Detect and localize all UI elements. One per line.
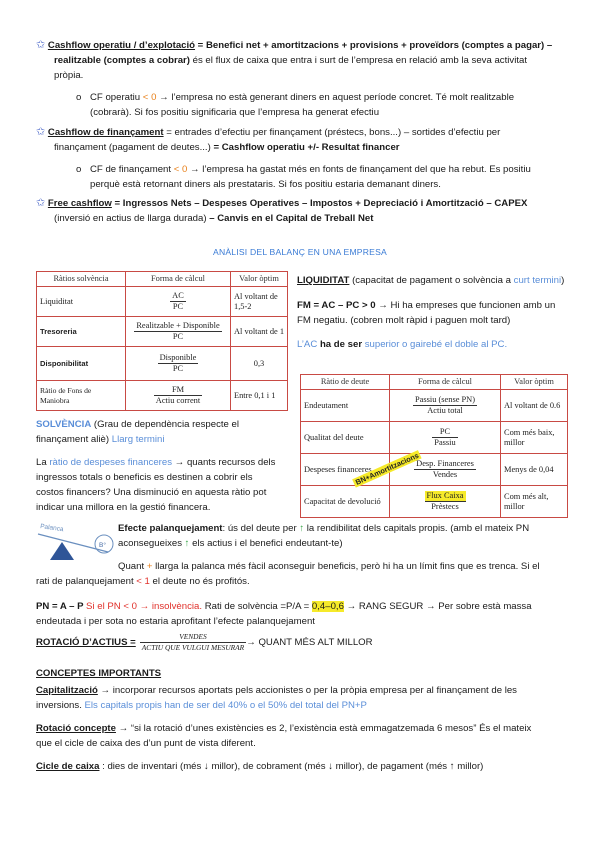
ratio-name: Disponibilitat — [37, 347, 126, 381]
palanq-c: la rendibilitat dels capitals propis. (amb el mateix PN — [304, 523, 530, 534]
frac-num: VENDES — [140, 632, 246, 643]
ratio-name: Qualitat del deute — [301, 422, 390, 454]
pn-block — [36, 599, 568, 629]
circle-bullet-icon: o — [76, 164, 82, 175]
frac-num: Desp. Financeres — [416, 459, 474, 468]
cashflow-op-desc: és el flux de caixa que entra i surt de l’empresa en relació amb la seva activitat — [189, 55, 527, 66]
table-header: Forma de càlcul — [126, 272, 231, 287]
palanquejament-block — [118, 521, 570, 551]
table-header: Forma de càlcul — [390, 375, 501, 390]
lever-fulcrum — [50, 542, 74, 560]
frac-den: Vendes — [432, 470, 458, 479]
ratio-name: Liquiditat — [37, 287, 126, 317]
ratio-formula — [390, 390, 501, 422]
lever-benefit-label: B° — [99, 542, 106, 549]
solvencia-title: SOLVÈNCIA — [36, 419, 92, 430]
cashflow-op-formula: = Benefici net + amortitzacions + provisions + proveïdors (comptes a pagar) – — [195, 40, 553, 51]
pn-e: → RANG SEGUR → Per sobre està massa — [343, 601, 532, 612]
cf-fin-sub-text: → l’empresa ha gastat més en fonts de finançament del que ha rebut. Es positiu — [187, 164, 531, 175]
ratio-formula — [126, 287, 231, 317]
free-cf-text: (inversió en actius de llarga durada) — [54, 213, 207, 224]
capitalitzacio-note: Els capitals propis han de ser del 40% o el 50% del total del PN+P — [84, 700, 367, 711]
ratio-name: Despeses financeres — [301, 454, 390, 486]
rotacio-block — [36, 632, 568, 653]
frac-den: ACTIU QUE VULGUI MESURAR — [141, 643, 245, 652]
cf-op-sub-label: CF operatiu — [90, 92, 143, 103]
free-cf-line1 — [36, 196, 566, 211]
solvencia-block — [36, 417, 292, 447]
ac-highlight: superior o gairebé el doble al PC. — [364, 339, 508, 350]
ratio-name: Endeutament — [301, 390, 390, 422]
ratio-optimal: Menys de 0,04 — [501, 454, 568, 486]
cf-op-sub-text2: (cobrarà). Si fos positiu significaria que l’empresa ha generat efectiu — [90, 107, 380, 118]
cashflow-op-formula2: realitzable (comptes a cobrar) — [54, 55, 190, 66]
pn-line1 — [36, 599, 568, 614]
capitalitzacio-line1 — [36, 683, 568, 698]
pn-formula: PN = A – P — [36, 601, 87, 612]
free-cf-title: Free cashflow — [47, 198, 112, 209]
cashflow-fin-block — [36, 125, 566, 192]
frac-den: PC — [172, 302, 184, 311]
capitalitzacio-title: Capitalització — [36, 685, 98, 696]
lever-beam — [38, 534, 108, 552]
ratio-despeses-block — [36, 455, 292, 515]
ratio-optimal: Entre 0,1 i 1 — [231, 381, 288, 411]
table-row — [37, 317, 288, 347]
cf-op-sub-text: → l’empresa no està generant diners en aquest període concret. Té molt realitzable — [156, 92, 515, 103]
rd-a: La — [36, 457, 50, 468]
palanq-q2a: rati de palanquejament — [36, 576, 137, 587]
conceptes-title: CONCEPTES IMPORTANTS — [36, 668, 162, 679]
solvency-ratios-table — [36, 271, 288, 411]
capitalitzacio-text: → incorporar recursos aportats pels accionistes o per la pròpia empresa per al finançament de les — [97, 685, 517, 696]
rd-c: → quants recursos dels — [172, 457, 276, 468]
ac-label: L’AC — [297, 339, 320, 350]
up-arrow-icon: ↑ — [299, 523, 305, 534]
ratio-optimal: 0,3 — [231, 347, 288, 381]
up-arrow-icon: ↑ — [449, 761, 455, 772]
cashflow-op-line1 — [36, 38, 566, 53]
cashflow-op-block — [36, 38, 566, 120]
frac-den: PC — [172, 332, 184, 341]
cf-fin-sub-label: CF de finançament — [90, 164, 174, 175]
solvencia-desc: (Grau de dependència respecte el — [91, 419, 239, 430]
rotacio-concepte-line1 — [36, 721, 568, 736]
cicle-a: : dies de inventari (més — [99, 761, 204, 772]
ratio-optimal: Com més baix, millor — [501, 422, 568, 454]
frac-num: Disponible — [159, 353, 197, 362]
cicle-caixa-title: Cicle de caixa — [36, 761, 100, 772]
frac-den: Prèstecs — [431, 502, 459, 511]
cf-op-sub-lt: < 0 — [142, 92, 157, 103]
cf-fin-sub-text2: perquè està retornant diners als prestataris. Si fos positiu estaria demanant diners. — [90, 179, 441, 190]
frac-den: Passiu — [434, 438, 456, 447]
table-row — [37, 381, 288, 411]
ratio-optimal: Al voltant de 0.6 — [501, 390, 568, 422]
liquiditat-line1 — [297, 273, 567, 288]
palanq-quant-line1 — [118, 559, 570, 574]
pn-line2: endeutada i per sota no estaria aprofitant l’efecte palanquejament — [36, 616, 315, 627]
ratio-despeses-line1 — [36, 455, 292, 470]
liquiditat-term: curt termini — [513, 275, 562, 286]
ratio-formula — [126, 317, 231, 347]
ratio-formula — [126, 381, 231, 411]
ac-text: ha de ser — [319, 339, 365, 350]
ratio-optimal: Al voltant de 1 — [231, 317, 288, 347]
star-bullet-icon: ✩ — [36, 126, 46, 138]
star-bullet-icon: ✩ — [36, 197, 46, 209]
cicle-caixa-line — [36, 759, 568, 774]
table-header: Ràtios solvència — [37, 272, 126, 287]
fm-formula: FM = AC – PC > 0 — [297, 300, 376, 311]
table-header: Valor òptim — [231, 272, 288, 287]
ratio-formula — [390, 486, 501, 518]
table-header-row — [301, 375, 568, 390]
cashflow-fin-text: = entrades d’efectiu per finançament (préstecs, bons...) – sortides d’efectiu per — [163, 127, 501, 138]
frac-den: Actiu corrent — [155, 396, 201, 405]
rotacio-title: ROTACIÓ D’ACTIUS = — [36, 637, 136, 648]
frac-num: FM — [154, 385, 202, 396]
frac-den: PC — [172, 364, 184, 373]
cashflow-fin-line2 — [36, 140, 566, 155]
rotacio-concepte-text: → “si la rotació d’unes existències es 2, l’existència està emmagatzemada 6 mesos” És el mateix — [115, 723, 532, 734]
palanq-title: Efecte palanquejament — [118, 523, 223, 534]
capitalitzacio-text2: inversions. — [36, 700, 85, 711]
rd-e: costos financers? Una disminució en aquesta ràtio pot — [36, 487, 267, 498]
rotacio-concepte-line2: que el cicle de caixa des d’un punt de vista diferent. — [36, 738, 256, 749]
bn-amortitzacions-note: BN+Amortitzacions — [353, 450, 421, 487]
palanq-quant-line2 — [36, 574, 566, 589]
circle-bullet-icon: o — [76, 92, 82, 103]
table-row — [37, 347, 288, 381]
ratio-formula — [126, 347, 231, 381]
table-header-row — [37, 272, 288, 287]
cicle-d: millor) — [454, 761, 484, 772]
ratio-name: Ràtio de Fons de Maniobra — [37, 381, 126, 411]
rd-d: ingressos totals o beneficis es destinen a cobrir els — [36, 472, 253, 483]
table-row — [301, 486, 568, 518]
table-row — [301, 390, 568, 422]
ratio-name: Tresoreria — [37, 317, 126, 347]
frac-num: Realitzable + Disponible — [136, 321, 220, 330]
liquiditat-desc: (capacitat de pagament o solvència a — [349, 275, 514, 286]
palanq-b: : ús del deute per — [222, 523, 300, 534]
cf-fin-sub-lt: < 0 — [173, 164, 188, 175]
cashflow-fin-text2: finançament (pagament de deutes...) — [54, 142, 214, 153]
free-cf-formula: = Ingressos Nets – Despeses Operatives – Impostos + Depreciació i Amortització – CAPEX — [111, 198, 528, 209]
cashflow-fin-line1 — [36, 125, 566, 140]
solvencia-desc2: finançament aliè) — [36, 434, 112, 445]
palanq-q2b: el deute no és profitós. — [149, 576, 250, 587]
table-row — [301, 422, 568, 454]
table-header: Ràtio de deute — [301, 375, 390, 390]
cicle-b: millor), de cobrament (més — [208, 761, 329, 772]
frac-num: PC — [432, 427, 457, 438]
cicle-c: millor), de pagament (més — [333, 761, 450, 772]
down-arrow-icon: ↓ — [203, 761, 209, 772]
palanq-line1 — [118, 521, 570, 536]
fm-text2: FM negatiu. (cobren molt ràpid i paguen molt tard) — [297, 315, 511, 326]
solvencia-line2 — [36, 432, 292, 447]
frac-num: Passiu (sense PN) — [414, 395, 476, 404]
frac-num: Flux Caixa — [426, 491, 464, 500]
palanq-lt1: < 1 — [136, 576, 150, 587]
cashflow-op-sub — [36, 90, 566, 105]
table-row — [301, 454, 568, 486]
free-cf-line2 — [36, 211, 566, 226]
pn-range: 0,4–0,6 — [311, 601, 344, 612]
debt-ratios-table — [300, 374, 568, 518]
rd-f: indicar una millora en la gestió financera. — [36, 502, 211, 513]
pn-insolvencia: Si el PN < 0 → insolvència. — [86, 601, 203, 612]
palanq-plus: + — [146, 561, 153, 572]
cashflow-fin-title: Cashflow de finançament — [47, 127, 164, 138]
lever-drawing — [36, 520, 118, 564]
section-title: ANÀLISI DEL BALANÇ EN UNA EMPRESA — [213, 247, 387, 257]
table-row — [37, 287, 288, 317]
ratio-optimal: Com més alt, millor — [501, 486, 568, 518]
palanq-d: aconsegueixes — [118, 538, 185, 549]
star-bullet-icon: ✩ — [36, 39, 46, 51]
free-cf-block — [36, 196, 566, 226]
solvencia-line1 — [36, 417, 292, 432]
free-cf-formula2: – Canvis en el Capital de Treball Net — [206, 213, 374, 224]
cashflow-fin-formula: = Cashflow operatiu +/- Resultat financer — [213, 142, 400, 153]
ratio-formula — [390, 422, 501, 454]
liquiditat-paren: ) — [561, 275, 565, 286]
ratio-optimal: Al voltant de 1,5-2 — [231, 287, 288, 317]
solvencia-term: Llarg termini — [111, 434, 165, 445]
palanq-e: els actius i el benefici endeutant-te) — [189, 538, 343, 549]
cashflow-op-title: Cashflow operatiu / d’explotació — [47, 40, 196, 51]
rd-term: ràtio de despeses financeres — [49, 457, 173, 468]
lever-label: Palanca — [39, 523, 64, 534]
cashflow-fin-sub — [36, 162, 566, 177]
up-arrow-icon: ↑ — [184, 538, 190, 549]
palanq-line2 — [118, 536, 570, 551]
table-header: Valor òptim — [501, 375, 568, 390]
liquiditat-title: LIQUIDITAT — [297, 275, 350, 286]
palanq-q1a: Quant — [118, 561, 147, 572]
conceptes-block — [36, 666, 568, 774]
fm-text: → Hi ha empreses que funcionen amb un — [375, 300, 556, 311]
fm-line — [297, 298, 567, 313]
liquiditat-block — [297, 273, 567, 352]
rotacio-concepte-title: Rotació concepte — [36, 723, 116, 734]
palanq-q1b: llarga la palanca més fàcil aconseguir beneficis, però hi ha un límit fins que es trenca. Si el — [152, 561, 540, 572]
ratio-name: Capacitat de devolució — [301, 486, 390, 518]
rotacio-tail: → QUANT MÉS ALT MILLOR — [246, 637, 373, 648]
frac-den: Actiu total — [427, 406, 463, 415]
cashflow-op-desc3: pròpia. — [54, 70, 84, 81]
capitalitzacio-line2 — [36, 698, 568, 713]
down-arrow-icon: ↓ — [328, 761, 333, 772]
rotacio-fraction — [140, 632, 246, 653]
frac-num: AC — [172, 291, 184, 300]
pn-rati: Rati de solvència =P/A = — [202, 601, 312, 612]
ac-line — [297, 337, 567, 352]
cashflow-op-line2 — [36, 53, 566, 68]
